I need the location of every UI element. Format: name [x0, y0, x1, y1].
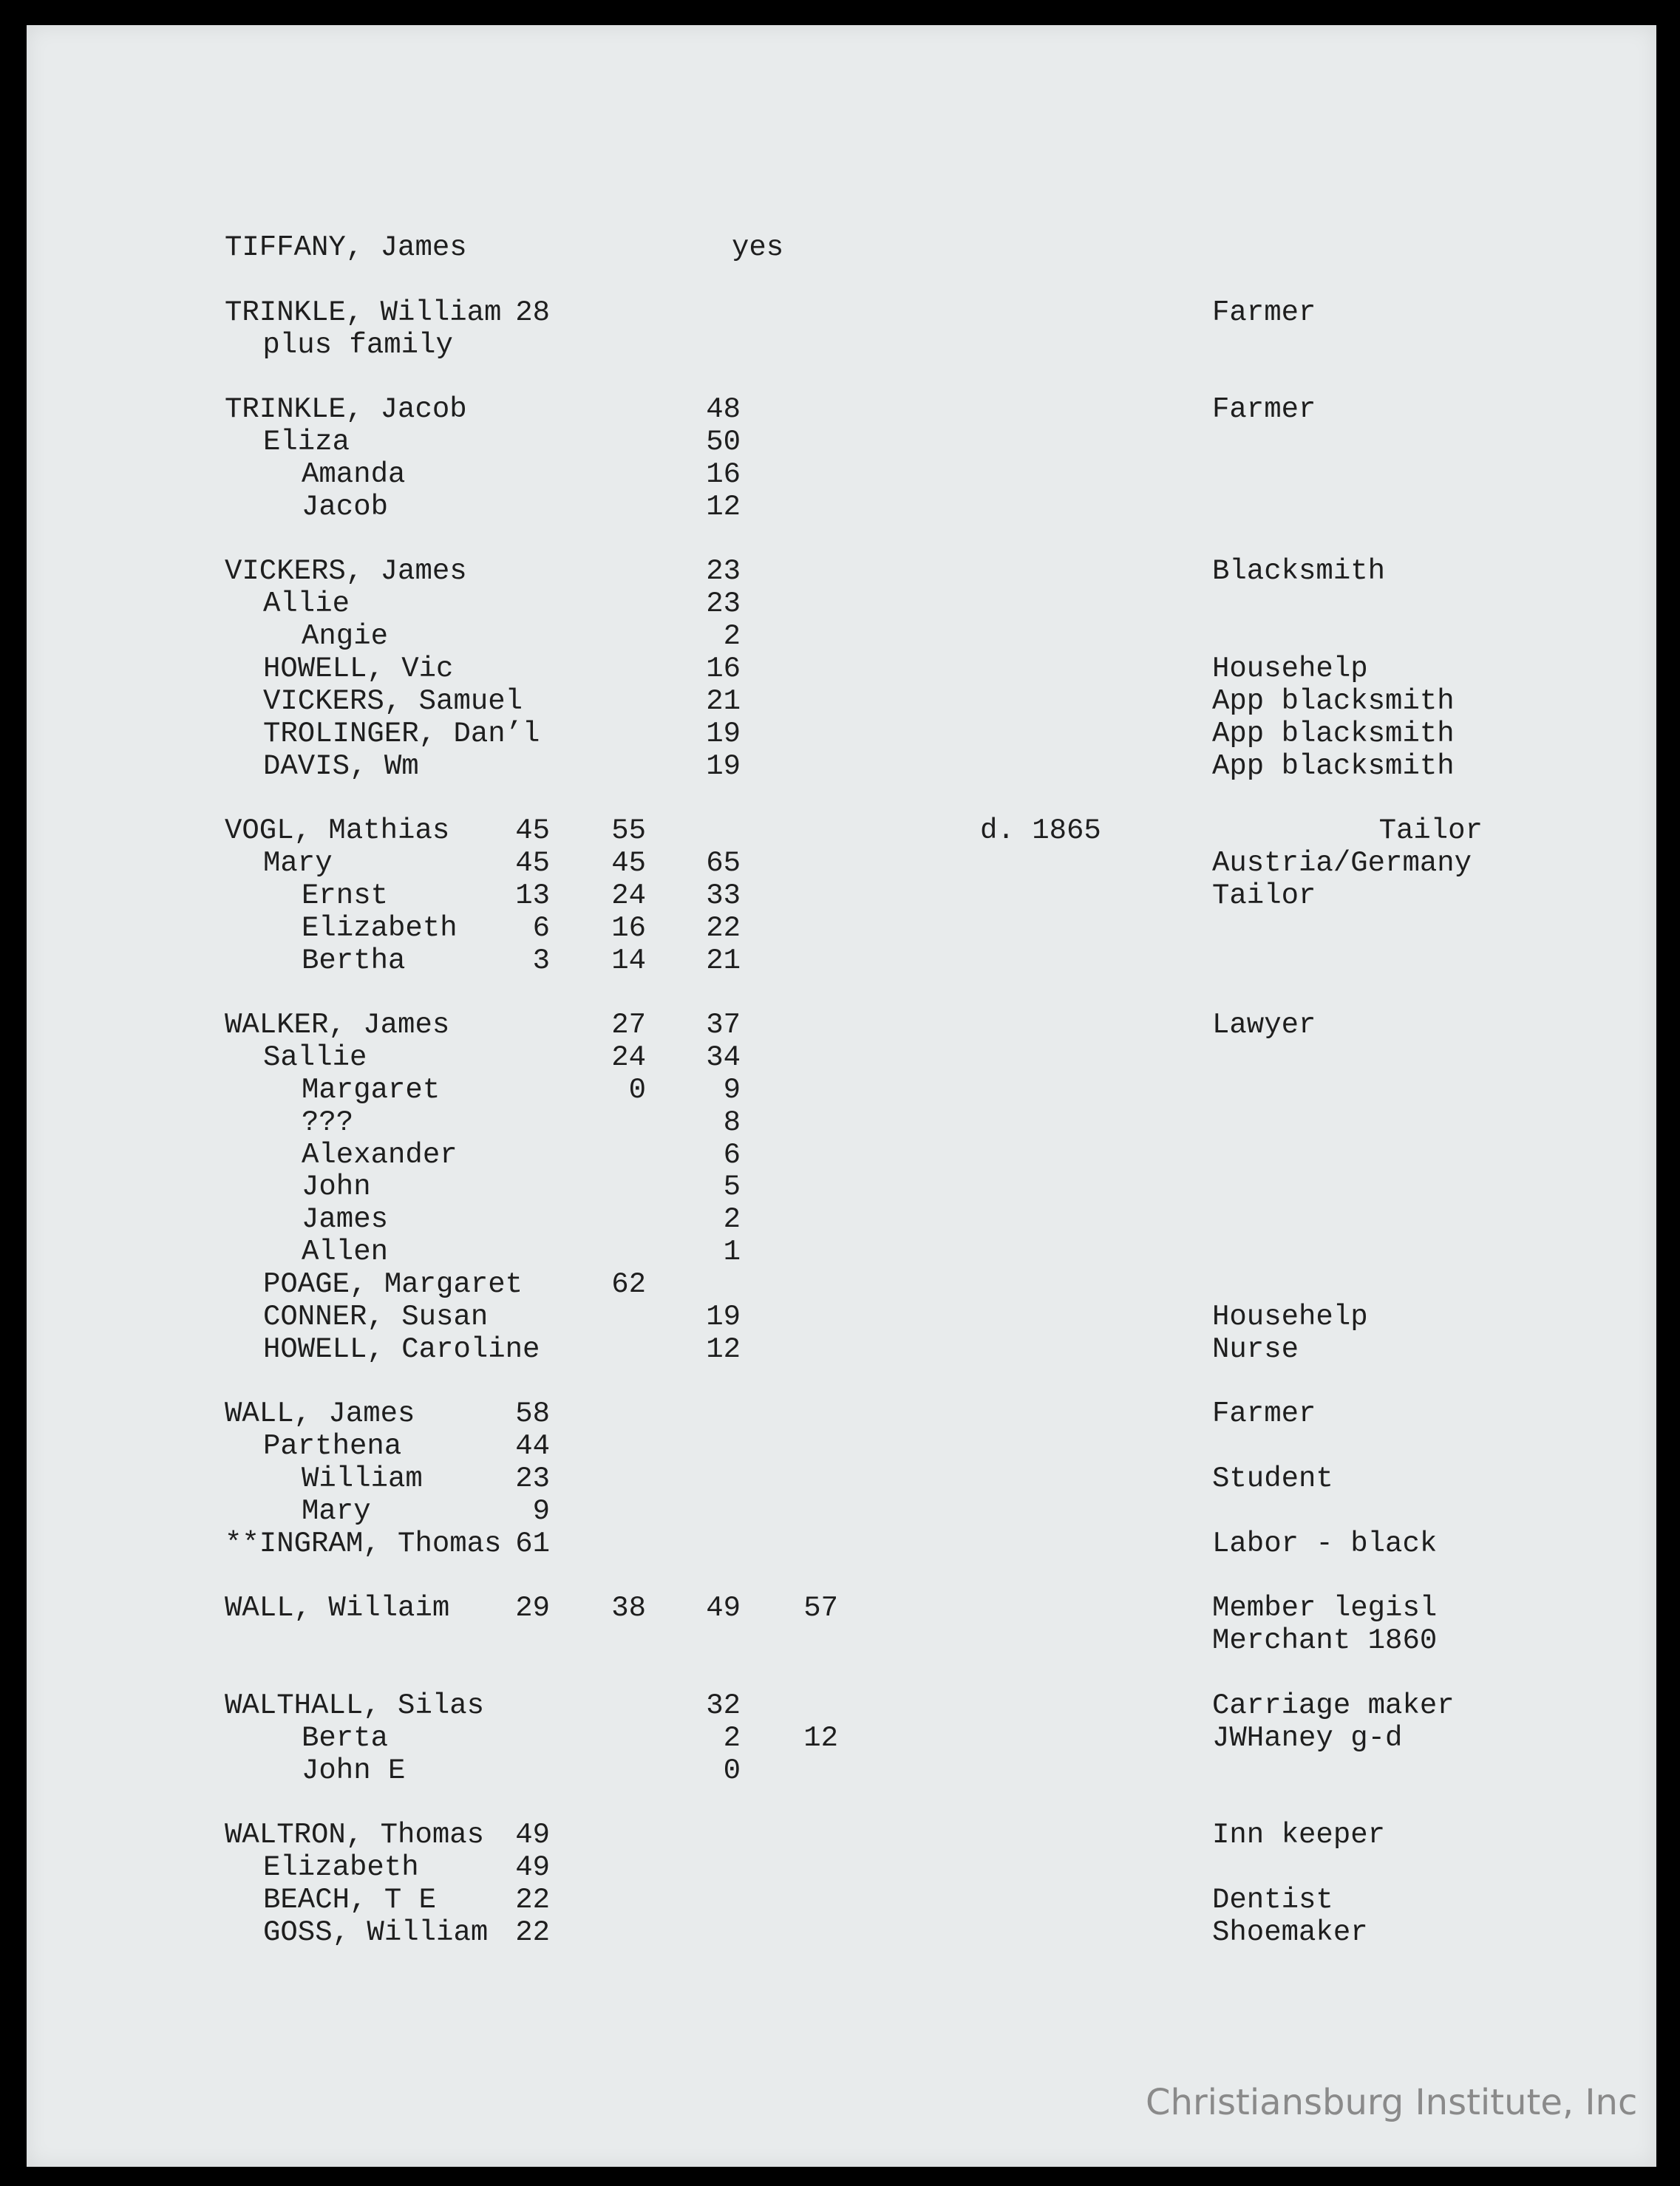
- record-age-col3: 2: [723, 1203, 741, 1236]
- record-row: [225, 1269, 1526, 1301]
- record-occupation: Inn keeper: [1212, 1819, 1386, 1852]
- record-age-col2: 55: [611, 814, 646, 848]
- record-row: [225, 1625, 1526, 1658]
- record-row: [225, 1431, 1526, 1463]
- record-occupation: Nurse: [1212, 1332, 1299, 1366]
- record-row: [225, 848, 1526, 880]
- record-occupation: Merchant 1860: [1212, 1624, 1438, 1658]
- record-occupation: Blacksmith: [1212, 555, 1386, 588]
- record-age-col1: 22: [515, 1916, 550, 1949]
- record-occupation: Student: [1212, 1463, 1333, 1496]
- record-row: [225, 1075, 1526, 1107]
- record-row: [225, 1723, 1526, 1755]
- record-age-col3: 19: [706, 1300, 741, 1333]
- record-name: WALTRON, Thomas: [225, 1819, 485, 1852]
- record-row: [225, 1334, 1526, 1366]
- row-spacer: [225, 977, 1526, 1009]
- record-age-col3: 19: [706, 717, 741, 750]
- record-occupation: Carriage maker: [1212, 1689, 1455, 1722]
- record-age-col3: 16: [706, 457, 741, 491]
- row-spacer: [225, 1658, 1526, 1690]
- record-age-col1: 61: [515, 1527, 550, 1560]
- record-row: [225, 459, 1526, 491]
- record-age-col2: 27: [611, 1009, 646, 1042]
- record-name: DAVIS, Wm: [263, 749, 419, 783]
- record-age-col3: 8: [723, 1106, 741, 1139]
- record-name: Margaret: [302, 1073, 441, 1106]
- record-age-col1: 22: [515, 1884, 550, 1917]
- record-name: WALL, Willaim: [225, 1592, 450, 1625]
- record-row: [225, 1496, 1526, 1528]
- record-age-col4: 57: [803, 1592, 838, 1625]
- record-name: WALTHALL, Silas: [225, 1689, 485, 1722]
- record-age-col2: 0: [628, 1073, 646, 1106]
- record-name: **INGRAM, Thomas: [225, 1527, 502, 1560]
- record-occupation: Househelp: [1212, 1300, 1368, 1333]
- record-yes: yes: [732, 231, 784, 264]
- record-row: [225, 815, 1526, 848]
- census-records: [225, 232, 1526, 1950]
- record-row: [225, 1528, 1526, 1561]
- record-row: [225, 1140, 1526, 1172]
- record-row: [225, 556, 1526, 588]
- record-occupation: Member legisl: [1212, 1592, 1438, 1625]
- record-occupation: JWHaney g-d: [1212, 1721, 1403, 1754]
- record-age-col3: 19: [706, 749, 741, 783]
- record-age-col3: 12: [706, 490, 741, 523]
- record-row: [225, 1690, 1526, 1723]
- record-occupation: Tailor: [1378, 814, 1483, 848]
- record-row: [225, 751, 1526, 783]
- record-row: [225, 1009, 1526, 1042]
- record-row: [225, 1107, 1526, 1140]
- record-row: [225, 1917, 1526, 1950]
- record-age-col3: 2: [723, 620, 741, 653]
- record-age-col1: 49: [515, 1819, 550, 1852]
- record-name: BEACH, T E: [263, 1884, 437, 1917]
- record-age-col1: 6: [532, 911, 550, 944]
- record-age-col3: 16: [706, 652, 741, 685]
- row-spacer: [225, 1561, 1526, 1593]
- record-name: TRINKLE, William: [225, 296, 502, 329]
- record-age-col2: 62: [611, 1268, 646, 1301]
- record-name: VICKERS, Samuel: [263, 684, 523, 718]
- record-age-col3: 23: [706, 588, 741, 621]
- record-occupation: App blacksmith: [1212, 749, 1455, 783]
- record-death-note: d. 1865: [980, 814, 1101, 848]
- record-name: Ernst: [302, 879, 389, 912]
- record-occupation: Austria/Germany: [1212, 847, 1472, 880]
- record-name: Berta: [302, 1721, 389, 1754]
- record-occupation: Tailor: [1212, 879, 1316, 912]
- record-occupation: Farmer: [1212, 1397, 1316, 1431]
- record-occupation: Lawyer: [1212, 1009, 1316, 1042]
- record-age-col2: 24: [611, 1041, 646, 1075]
- row-spacer: [225, 1788, 1526, 1820]
- paper-sheet: [27, 25, 1656, 2167]
- record-occupation: Dentist: [1212, 1884, 1333, 1917]
- record-age-col3: 0: [723, 1754, 741, 1787]
- record-occupation: App blacksmith: [1212, 684, 1455, 718]
- record-name: Allie: [263, 588, 350, 621]
- record-row: [225, 1204, 1526, 1236]
- record-row: [225, 686, 1526, 718]
- record-name: VOGL, Mathias: [225, 814, 450, 848]
- record-row: [225, 1301, 1526, 1334]
- record-row: [225, 1463, 1526, 1496]
- record-occupation: Shoemaker: [1212, 1916, 1368, 1949]
- record-row: [225, 1852, 1526, 1884]
- record-row: [225, 491, 1526, 524]
- record-age-col2: 16: [611, 911, 646, 944]
- record-age-col3: 5: [723, 1171, 741, 1204]
- record-occupation: Househelp: [1212, 652, 1368, 685]
- record-name: plus family: [245, 328, 453, 361]
- record-age-col1: 45: [515, 847, 550, 880]
- row-spacer: [225, 265, 1526, 297]
- record-row: [225, 945, 1526, 978]
- record-age-col4: 12: [803, 1721, 838, 1754]
- record-age-col3: 34: [706, 1041, 741, 1075]
- record-name: Elizabeth: [263, 1851, 419, 1884]
- record-name: TRINKLE, Jacob: [225, 393, 467, 426]
- record-row: [225, 394, 1526, 426]
- record-age-col1: 13: [515, 879, 550, 912]
- record-name: WALL, James: [225, 1397, 415, 1431]
- record-row: [225, 1755, 1526, 1788]
- record-name: HOWELL, Caroline: [263, 1332, 540, 1366]
- record-row: [225, 653, 1526, 686]
- record-age-col3: 9: [723, 1073, 741, 1106]
- record-row: [225, 1398, 1526, 1431]
- record-age-col3: 1: [723, 1236, 741, 1269]
- record-row: [225, 1042, 1526, 1075]
- record-name: William: [302, 1463, 423, 1496]
- record-row: [225, 330, 1526, 362]
- record-row: [225, 1819, 1526, 1852]
- record-name: Alexander: [302, 1138, 458, 1171]
- record-age-col3: 32: [706, 1689, 741, 1722]
- record-name: GOSS, William: [263, 1916, 489, 1949]
- record-name: Mary: [302, 1494, 371, 1528]
- record-age-col3: 6: [723, 1138, 741, 1171]
- record-name: CONNER, Susan: [263, 1300, 489, 1333]
- record-age-col3: 65: [706, 847, 741, 880]
- record-row: [225, 297, 1526, 330]
- record-age-col3: 21: [706, 684, 741, 718]
- record-age-col3: 49: [706, 1592, 741, 1625]
- record-age-col1: 28: [515, 296, 550, 329]
- row-spacer: [225, 524, 1526, 556]
- record-name: James: [302, 1203, 389, 1236]
- record-age-col1: 44: [515, 1430, 550, 1463]
- row-spacer: [225, 361, 1526, 394]
- row-spacer: [225, 1366, 1526, 1399]
- record-name: Bertha: [302, 944, 406, 977]
- watermark: Christiansburg Institute, Inc: [1146, 2082, 1638, 2123]
- record-age-col3: 22: [706, 911, 741, 944]
- record-name: Eliza: [263, 426, 350, 459]
- record-name: Parthena: [263, 1430, 402, 1463]
- record-age-col3: 2: [723, 1721, 741, 1754]
- record-name: Amanda: [302, 457, 406, 491]
- record-age-col2: 38: [611, 1592, 646, 1625]
- record-age-col3: 21: [706, 944, 741, 977]
- record-age-col1: 49: [515, 1851, 550, 1884]
- record-row: [225, 913, 1526, 945]
- record-age-col3: 33: [706, 879, 741, 912]
- record-age-col1: 23: [515, 1463, 550, 1496]
- record-row: [225, 1236, 1526, 1269]
- record-row: [225, 232, 1526, 265]
- record-row: [225, 426, 1526, 459]
- record-name: TROLINGER, Dan’l: [263, 717, 540, 750]
- record-name: TIFFANY, James: [225, 231, 467, 264]
- record-name: Sallie: [263, 1041, 367, 1075]
- record-age-col3: 50: [706, 426, 741, 459]
- record-name: John E: [302, 1754, 406, 1787]
- record-name: Mary: [263, 847, 333, 880]
- record-row: [225, 1884, 1526, 1917]
- record-occupation: Farmer: [1212, 393, 1316, 426]
- record-age-col1: 29: [515, 1592, 550, 1625]
- record-occupation: Farmer: [1212, 296, 1316, 329]
- record-row: [225, 718, 1526, 751]
- record-occupation: App blacksmith: [1212, 717, 1455, 750]
- record-age-col3: 48: [706, 393, 741, 426]
- record-age-col3: 12: [706, 1332, 741, 1366]
- record-name: Allen: [302, 1236, 389, 1269]
- record-row: [225, 1593, 1526, 1625]
- record-name: HOWELL, Vic: [263, 652, 454, 685]
- record-age-col3: 37: [706, 1009, 741, 1042]
- record-age-col1: 58: [515, 1397, 550, 1431]
- record-row: [225, 880, 1526, 913]
- record-name: ???: [302, 1106, 354, 1139]
- record-age-col1: 3: [532, 944, 550, 977]
- record-name: POAGE, Margaret: [263, 1268, 523, 1301]
- record-row: [225, 588, 1526, 621]
- record-name: Angie: [302, 620, 389, 653]
- record-name: Elizabeth: [302, 911, 458, 944]
- record-age-col1: 9: [532, 1494, 550, 1528]
- record-age-col2: 45: [611, 847, 646, 880]
- record-age-col2: 14: [611, 944, 646, 977]
- record-age-col1: 45: [515, 814, 550, 848]
- record-row: [225, 621, 1526, 653]
- record-name: WALKER, James: [225, 1009, 450, 1042]
- record-age-col3: 23: [706, 555, 741, 588]
- record-row: [225, 1171, 1526, 1204]
- record-name: John: [302, 1171, 371, 1204]
- row-spacer: [225, 783, 1526, 815]
- record-age-col2: 24: [611, 879, 646, 912]
- record-name: Jacob: [302, 490, 389, 523]
- record-name: VICKERS, James: [225, 555, 467, 588]
- record-occupation: Labor - black: [1212, 1527, 1438, 1560]
